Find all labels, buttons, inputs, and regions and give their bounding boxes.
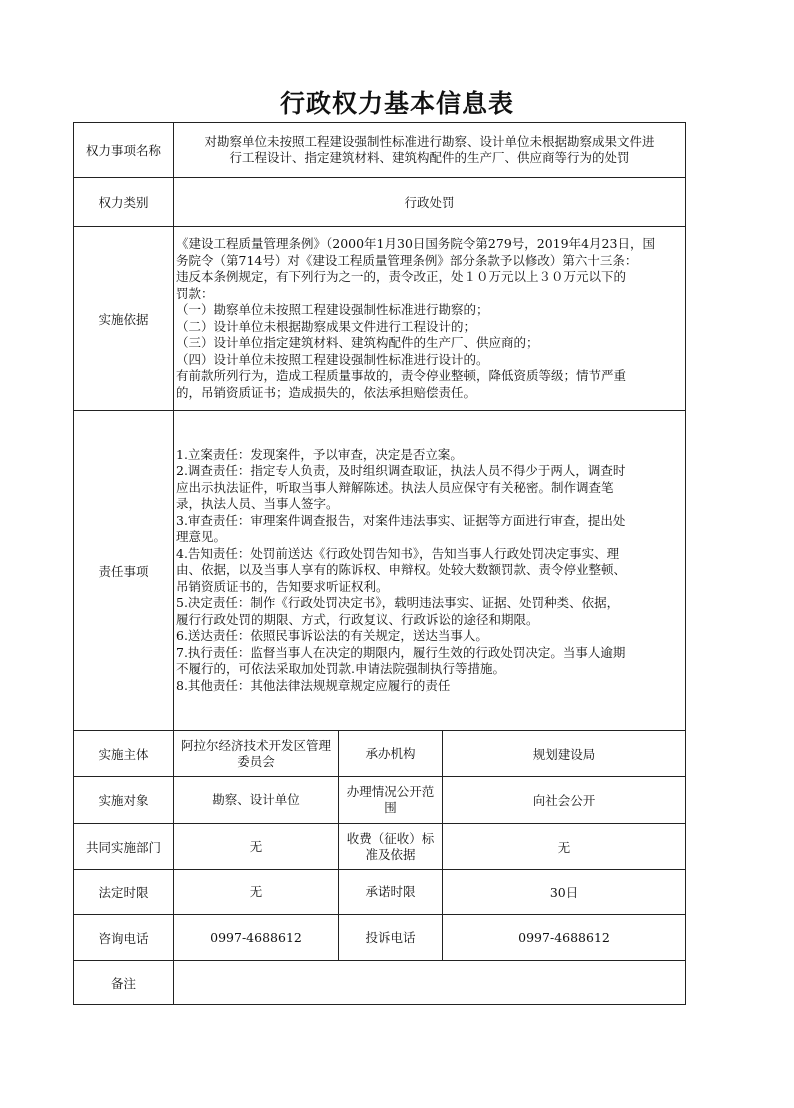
grid-value: 无 bbox=[443, 824, 686, 870]
label-remark: 备注 bbox=[74, 961, 174, 1005]
row-remark bbox=[74, 961, 686, 1005]
text-line: 吊销资质证书的，告知要求听证权利。 bbox=[176, 578, 389, 594]
text-line: 有前款所列行为，造成工程质量事故的，责令停业整顿，降低资质等级；情节严重 bbox=[176, 368, 627, 383]
grid-row bbox=[74, 915, 686, 961]
grid-label: 收费（征收）标准及依据 bbox=[339, 824, 443, 870]
text-line: 行工程设计、指定建筑材料、建筑构配件的生产厂、供应商等行为的处罚 bbox=[229, 150, 630, 165]
text-line: 《建设工程质量管理条例》（2000年1月30日国务院令第279号，2019年4月23日，国 bbox=[176, 236, 655, 251]
grid-value: 阿拉尔经济技术开发区管理委员会 bbox=[174, 731, 339, 777]
text-line: 2.调查责任：指定专人负责，及时组织调查取证，执法人员不得少于两人，调查时 bbox=[176, 463, 626, 479]
grid-label: 承办机构 bbox=[339, 731, 443, 777]
text-line: 5.决定责任：制作《行政处罚决定书》，载明违法事实、证据、处罚种类、依据， bbox=[176, 595, 620, 611]
label-name: 权力事项名称 bbox=[74, 123, 174, 178]
text-line: 对勘察单位未按照工程建设强制性标准进行勘察、设计单位未根据勘察成果文件进 bbox=[204, 134, 655, 149]
grid-value: 向社会公开 bbox=[443, 777, 686, 824]
text-line: 不履行的，可依法采取加处罚款.申请法院强制执行等措施。 bbox=[176, 661, 505, 677]
grid-label: 投诉电话 bbox=[339, 915, 443, 961]
row-name bbox=[74, 123, 686, 178]
grid-value: 规划建设局 bbox=[443, 731, 686, 777]
text-line: 6.送达责任：依照民事诉讼法的有关规定，送达当事人。 bbox=[176, 628, 488, 644]
value-name bbox=[174, 123, 686, 178]
grid-label: 实施对象 bbox=[74, 777, 174, 824]
grid-label: 承诺时限 bbox=[339, 870, 443, 915]
text-line: （一）勘察单位未按照工程建设强制性标准进行勘察的； bbox=[176, 302, 489, 317]
text-line: 履行行政处罚的期限、方式，行政复议、行政诉讼的途径和期限。 bbox=[176, 611, 539, 627]
page-title: 行政权力基本信息表 bbox=[279, 89, 514, 118]
text-line: 理意见。 bbox=[176, 529, 227, 545]
text-line: 4.告知责任：处罚前送达《行政处罚告知书》，告知当事人行政处罚决定事实、理 bbox=[176, 545, 620, 561]
grid-value: 30日 bbox=[443, 870, 686, 915]
row-category bbox=[74, 178, 686, 227]
info-table bbox=[73, 122, 686, 1005]
text-line: （二）设计单位未根据勘察成果文件进行工程设计的； bbox=[176, 318, 477, 334]
row-duties bbox=[74, 411, 686, 731]
grid-row bbox=[74, 731, 686, 777]
grid-value: 无 bbox=[174, 824, 339, 870]
grid-label: 法定时限 bbox=[74, 870, 174, 915]
grid-row bbox=[74, 824, 686, 870]
text-line: （三）设计单位指定建筑材料、建筑构配件的生产厂、供应商的； bbox=[176, 335, 539, 350]
grid-value: 0997-4688612 bbox=[443, 915, 686, 961]
value-basis bbox=[174, 227, 686, 411]
value-duties bbox=[174, 411, 686, 731]
label-basis: 实施依据 bbox=[74, 227, 174, 411]
label-duties: 责任事项 bbox=[74, 411, 174, 731]
text-line: 录，执法人员、当事人签字。 bbox=[176, 496, 339, 512]
text-line: 罚款： bbox=[176, 285, 214, 301]
grid-label: 咨询电话 bbox=[74, 915, 174, 961]
text-line: 应出示执法证件，听取当事人辩解陈述。执法人员应保守有关秘密。制作调查笔 bbox=[176, 479, 614, 495]
row-basis bbox=[74, 227, 686, 411]
text-line: 3.审查责任：审理案件调查报告，对案件违法事实、证据等方面进行审查，提出处 bbox=[176, 512, 626, 528]
grid-label: 实施主体 bbox=[74, 731, 174, 777]
grid-value: 无 bbox=[174, 870, 339, 915]
text-line: 1.立案责任：发现案件，予以审查，决定是否立案。 bbox=[176, 446, 463, 462]
value-category: 行政处罚 bbox=[174, 178, 686, 227]
grid-label: 共同实施部门 bbox=[74, 824, 174, 870]
text-line: 由、依据，以及当事人享有的陈诉权、申辩权。处较大数额罚款、责令停业整顿、 bbox=[176, 562, 627, 578]
label-category: 权力类别 bbox=[74, 178, 174, 227]
value-remark bbox=[174, 961, 686, 1005]
text-line: （四）设计单位未按照工程建设强制性标准进行设计的。 bbox=[176, 351, 489, 367]
text-line: 7.执行责任：监督当事人在决定的期限内，履行生效的行政处罚决定。当事人逾期 bbox=[176, 644, 626, 660]
grid-value: 0997-4688612 bbox=[174, 915, 339, 961]
grid-row bbox=[74, 870, 686, 915]
text-line: 务院令（第714号）对《建设工程质量管理条例》部分条款予以修改）第六十三条： bbox=[176, 252, 638, 268]
grid-row bbox=[74, 777, 686, 824]
grid-label: 办理情况公开范围 bbox=[339, 777, 443, 824]
text-line: 的，吊销资质证书；造成损失的，依法承担赔偿责任。 bbox=[176, 384, 477, 400]
text-line: 8.其他责任：其他法律法规规章规定应履行的责任 bbox=[176, 677, 451, 693]
text-line: 违反本条例规定，有下列行为之一的，责令改正，处１０万元以上３０万元以下的 bbox=[176, 269, 627, 284]
grid-value: 勘察、设计单位 bbox=[174, 777, 339, 824]
